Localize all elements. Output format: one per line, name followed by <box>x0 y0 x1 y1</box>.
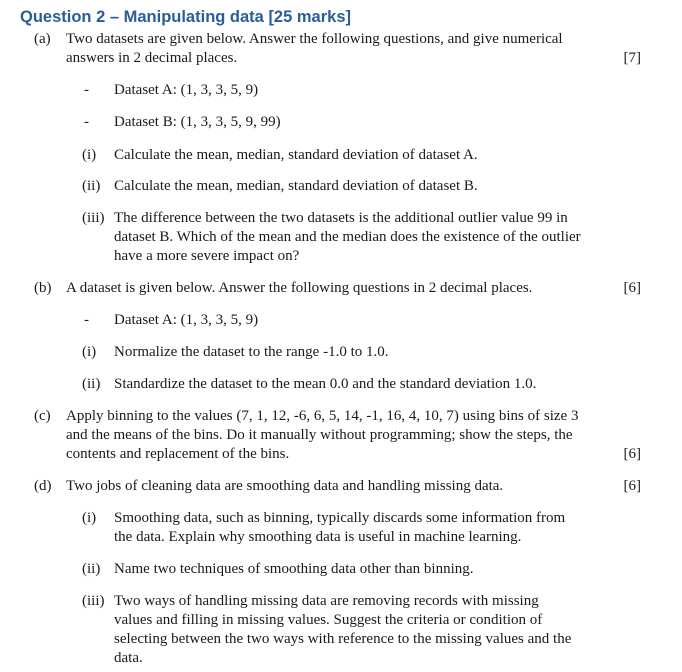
part-a-line-2: answers in 2 decimal places. <box>66 50 238 66</box>
part-c-line-1: Apply binning to the values (7, 1, 12, -6, 6, 5, 14, -1, 16, 4, 10, 7) using bins of size 3 <box>66 408 579 424</box>
part-d-ii-label: (ii) <box>82 561 101 577</box>
part-d-iii-line-2: values and filling in missing values. Suggest the criteria or condition of <box>114 612 543 628</box>
part-d-marks: [6] <box>623 478 641 494</box>
part-b-marks: [6] <box>623 280 641 296</box>
part-a-i-text: Calculate the mean, median, standard deviation of dataset A. <box>114 147 478 163</box>
part-d-i-line-1: Smoothing data, such as binning, typically discards some information from <box>114 510 566 526</box>
part-a-iii-label: (iii) <box>82 210 105 226</box>
part-c-marks: [6] <box>623 446 641 462</box>
part-b-i-text: Normalize the dataset to the range -1.0 to 1.0. <box>114 344 389 360</box>
part-d-ii-text: Name two techniques of smoothing data other than binning. <box>114 561 474 577</box>
part-d-i-label: (i) <box>82 510 97 526</box>
part-d-iii-line-4: data. <box>114 650 143 666</box>
question-title: Question 2 – Manipulating data [25 marks] <box>20 8 351 26</box>
part-d-i-line-2: the data. Explain why smoothing data is useful in machine learning. <box>114 529 522 545</box>
part-d-line-1: Two jobs of cleaning data are smoothing data and handling missing data. <box>66 478 504 494</box>
part-a-iii-line-3: have a more severe impact on? <box>114 248 300 264</box>
part-a-iii-line-2: dataset B. Which of the mean and the median does the existence of the outlier <box>114 229 581 245</box>
part-a-ii-label: (ii) <box>82 178 101 194</box>
dataset-a-bullet-b: - <box>84 312 89 328</box>
part-c-label: (c) <box>34 408 51 424</box>
dataset-b-bullet: - <box>84 114 89 130</box>
part-a-dataset-b: Dataset B: (1, 3, 3, 5, 9, 99) <box>114 114 281 130</box>
part-d-iii-line-1: Two ways of handling missing data are removing records with missing <box>114 593 539 609</box>
part-a-ii-text: Calculate the mean, median, standard deviation of dataset B. <box>114 178 478 194</box>
part-b-ii-label: (ii) <box>82 376 101 392</box>
part-d-iii-label: (iii) <box>82 593 105 609</box>
dataset-a-bullet: - <box>84 82 89 98</box>
part-c-line-3: contents and replacement of the bins. <box>66 446 290 462</box>
part-b-ii-text: Standardize the dataset to the mean 0.0 and the standard deviation 1.0. <box>114 376 537 392</box>
part-a-label: (a) <box>34 31 51 47</box>
part-b-line-1: A dataset is given below. Answer the following questions in 2 decimal places. <box>66 280 533 296</box>
part-b-i-label: (i) <box>82 344 97 360</box>
part-c-line-2: and the means of the bins. Do it manually without programming; show the steps, the <box>66 427 573 443</box>
part-a-i-label: (i) <box>82 147 97 163</box>
part-d-iii-line-3: selecting between the two ways with reference to the missing values and the <box>114 631 572 647</box>
part-a-marks: [7] <box>623 50 641 66</box>
part-a-dataset-a: Dataset A: (1, 3, 3, 5, 9) <box>114 82 259 98</box>
part-a-line-1: Two datasets are given below. Answer the following questions, and give numerical <box>66 31 563 47</box>
part-b-label: (b) <box>34 280 52 296</box>
part-a-iii-line-1: The difference between the two datasets is the additional outlier value 99 in <box>114 210 568 226</box>
part-b-dataset-a: Dataset A: (1, 3, 3, 5, 9) <box>114 312 259 328</box>
part-d-label: (d) <box>34 478 52 494</box>
